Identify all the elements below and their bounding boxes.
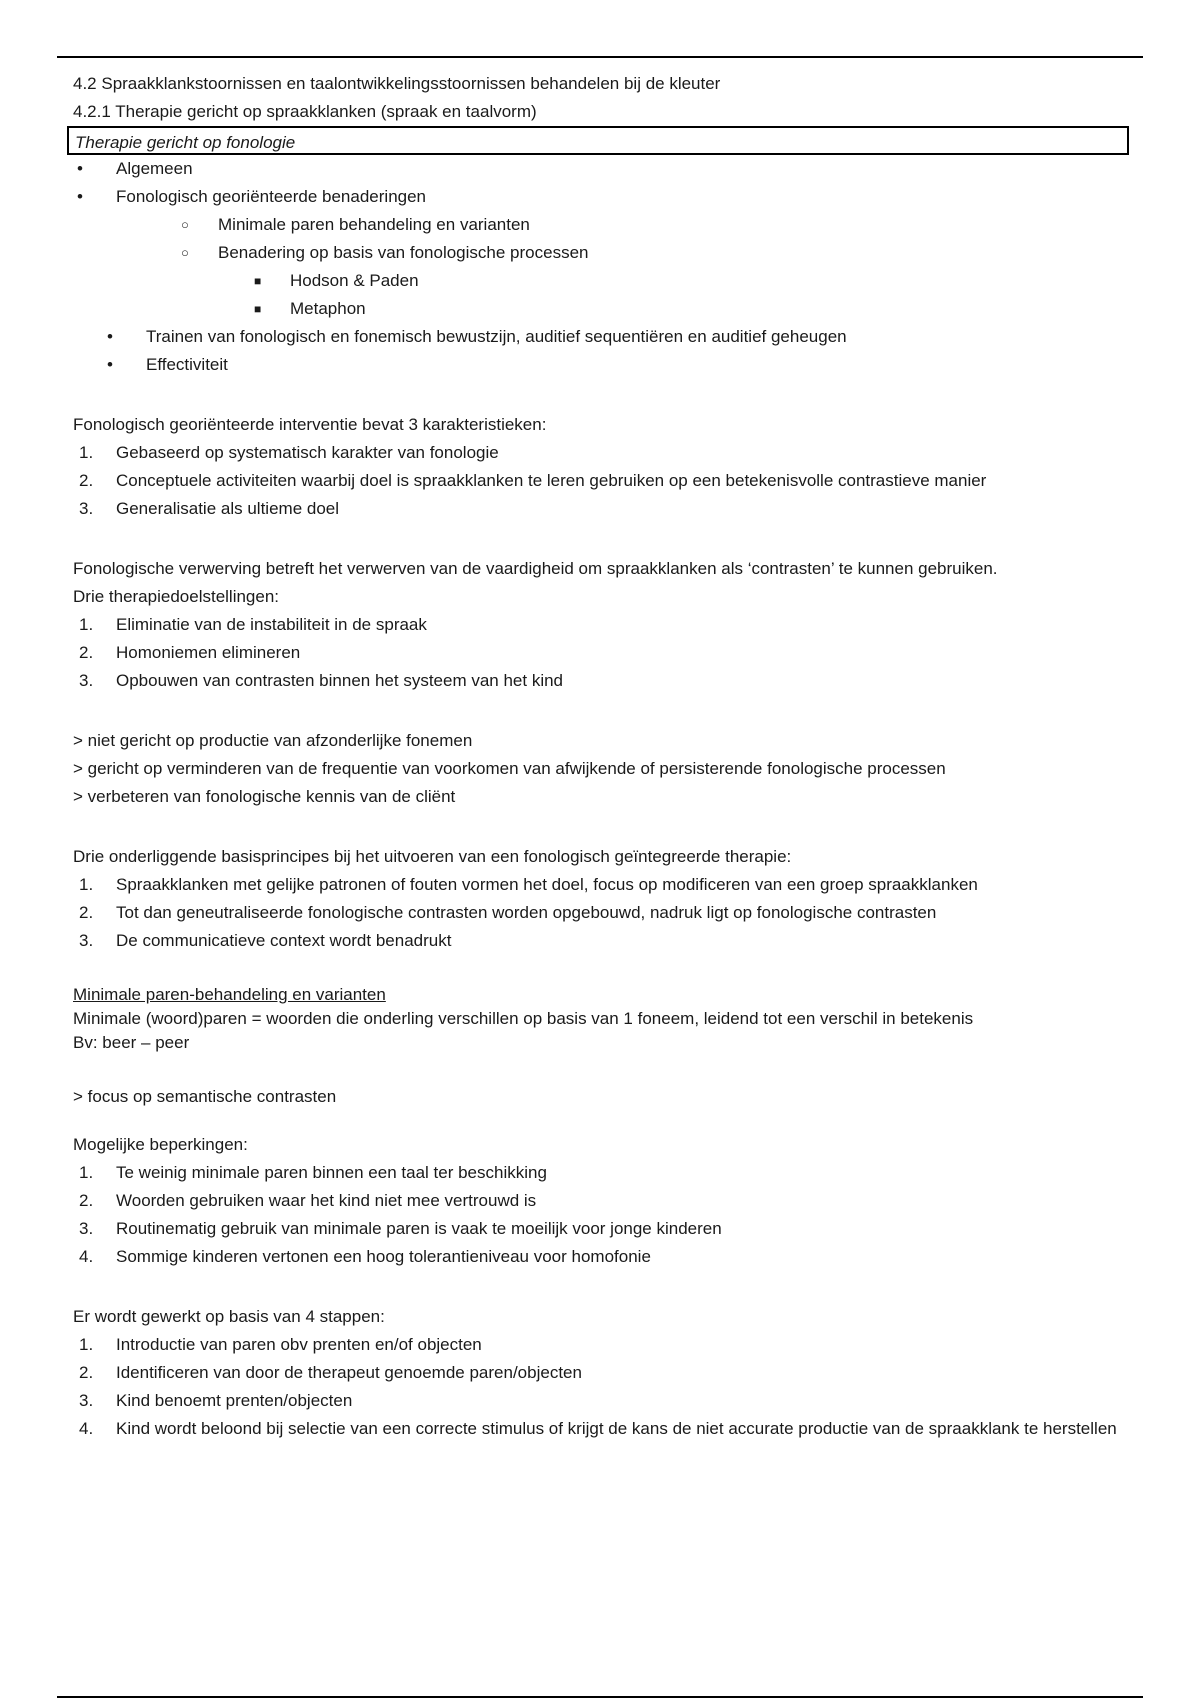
list-item: ■ Hodson & Paden [73,267,1133,295]
section-title-minimal-pairs: Minimale paren-behandeling en varianten [73,985,386,1004]
list-item: 1. Eliminatie van de instabiliteit in de spraak [79,615,427,634]
bullet-icon: • [107,355,113,374]
goals-intro: Drie therapiedoelstellingen: [73,587,280,606]
bullet-icon: • [107,327,113,346]
list-item: 1. Spraakklanken met gelijke patronen of fouten vormen het doel, focus op modificeren van een groep spraakklanken [79,875,978,894]
arrow-note: > focus op semantische contrasten [73,1087,337,1106]
bottom-rule [57,1696,1143,1698]
list-item: ■ Metaphon [73,295,1133,323]
arrow-note: > gericht op verminderen van de frequentie van voorkomen van afwijkende of persisterende fonologische processen [73,759,946,778]
bullet-icon: • [77,159,83,178]
characteristics-intro: Fonologisch georiënteerde interventie bevat 3 karakteristieken: [73,415,547,434]
minimal-pairs-example: Bv: beer – peer [73,1033,190,1052]
list-item: 1. Te weinig minimale paren binnen een taal ter beschikking [79,1163,547,1182]
steps-intro: Er wordt gewerkt op basis van 4 stappen: [73,1307,385,1326]
arrow-note: > verbeteren van fonologische kennis van de cliënt [73,787,456,806]
list-item: 2. Homoniemen elimineren [79,643,301,662]
minimal-pairs-definition: Minimale (woord)paren = woorden die onderling verschillen op basis van 1 foneem, leidend tot een verschil in betekenis [73,1009,974,1028]
top-rule [57,56,1143,58]
list-item: 2. Woorden gebruiken waar het kind niet mee vertrouwd is [79,1191,537,1210]
list-item: 4. Sommige kinderen vertonen een hoog tolerantieniveau voor homofonie [79,1247,651,1266]
list-item: 2. Conceptuele activiteiten waarbij doel is spraakklanken te leren gebruiken op een betekenisvolle contrastieve manier [79,471,987,490]
list-item: 3. Routinematig gebruik van minimale paren is vaak te moeilijk voor jonge kinderen [79,1219,722,1238]
acquisition-paragraph: Fonologische verwerving betreft het verwerven van de vaardigheid om spraakklanken als ‘contrasten’ te kunnen gebruiken. [73,559,998,578]
square-bullet-icon: ■ [254,274,262,288]
list-item: ○ Benadering op basis van fonologische processen [73,239,1133,267]
list-item: 1. Gebaseerd op systematisch karakter van fonologie [79,443,499,462]
list-item: ○ Minimale paren behandeling en varianten [73,211,1133,239]
circle-bullet-icon: ○ [181,245,189,260]
circle-bullet-icon: ○ [181,217,189,232]
list-item: 3. De communicatieve context wordt benadrukt [79,931,452,950]
heading-4-2-1: 4.2.1 Therapie gericht op spraakklanken (spraak en taalvorm) [73,102,537,121]
document-body [73,70,1133,1443]
principles-intro: Drie onderliggende basisprincipes bij het uitvoeren van een fonologisch geïntegreerde therapie: [73,847,792,866]
square-bullet-icon: ■ [254,302,262,316]
arrow-note: > niet gericht op productie van afzonderlijke fonemen [73,731,473,750]
list-item: 2. Identificeren van door de therapeut genoemde paren/objecten [79,1363,582,1382]
boxed-section-title: Therapie gericht op fonologie [67,126,1129,155]
list-item: 3. Opbouwen van contrasten binnen het systeem van het kind [79,671,564,690]
limitations-intro: Mogelijke beperkingen: [73,1135,248,1154]
heading-4-2: 4.2 Spraakklankstoornissen en taalontwikkelingsstoornissen behandelen bij de kleuter [73,74,721,93]
list-item: • Trainen van fonologisch en fonemisch bewustzijn, auditief sequentiëren en auditief geheugen [73,323,1133,351]
bullet-icon: • [77,187,83,206]
list-item: 4. Kind wordt beloond bij selectie van een correcte stimulus of krijgt de kans de niet accurate productie van de spraakklank te herstellen [79,1419,1117,1438]
list-item: 3. Generalisatie als ultieme doel [79,499,340,518]
list-item: 3. Kind benoemt prenten/objecten [79,1391,353,1410]
list-item: • Algemeen [73,155,1133,183]
list-item: • Effectiviteit [73,351,1133,379]
list-item: 1. Introductie van paren obv prenten en/of objecten [79,1335,482,1354]
list-item: • Fonologisch georiënteerde benaderingen [73,183,1133,211]
list-item: 2. Tot dan geneutraliseerde fonologische contrasten worden opgebouwd, nadruk ligt op fonologische contrasten [79,903,937,922]
